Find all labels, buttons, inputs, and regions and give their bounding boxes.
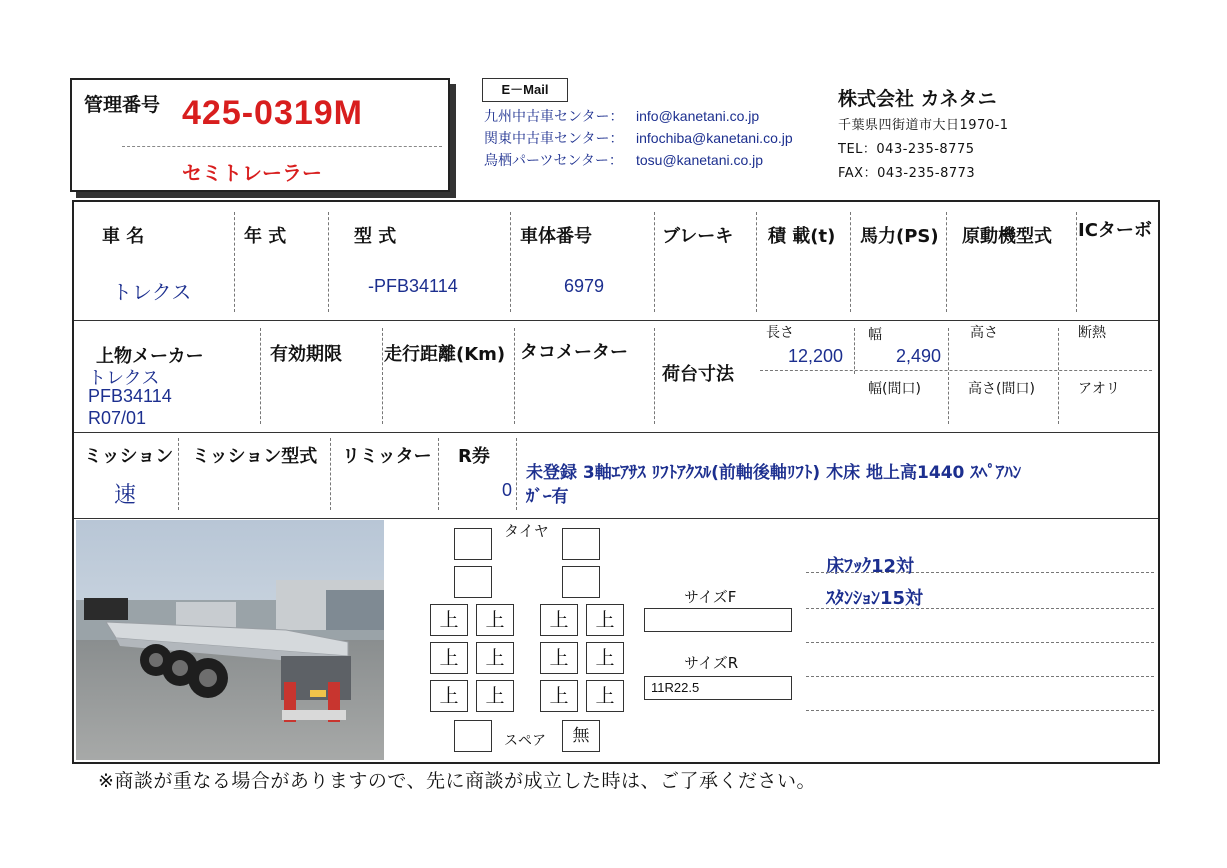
- divider: [122, 146, 442, 147]
- col-divider: [1058, 328, 1059, 424]
- note-rule: [806, 710, 1154, 711]
- dim-divider: [760, 370, 1152, 371]
- header-r-ken: R券: [458, 446, 490, 467]
- email-tag: E－Mail: [482, 78, 568, 102]
- remarks-line2: ｶﾞｰ有: [526, 487, 569, 507]
- management-number: 425-0319M: [182, 94, 364, 132]
- row-divider: [74, 518, 1158, 519]
- tire-box: [454, 566, 492, 598]
- tire-box: 上: [586, 604, 624, 636]
- col-divider: [178, 438, 179, 510]
- car-name-value: トレクス: [112, 280, 192, 304]
- spare-value: 無: [562, 720, 600, 752]
- header-body-maker: 上物メーカー: [96, 346, 204, 367]
- email-address[interactable]: infochiba@kanetani.co.jp: [636, 130, 793, 146]
- spare-tire-box: [454, 720, 492, 752]
- tire-box: 上: [430, 604, 468, 636]
- header-limiter: リミッター: [342, 446, 432, 467]
- email-row-kyushu: [484, 106, 759, 126]
- email-address[interactable]: tosu@kanetani.co.jp: [636, 152, 764, 168]
- body-maker-line1: トレクス: [88, 368, 160, 389]
- email-row-kanto: [484, 128, 793, 148]
- col-divider: [516, 438, 517, 510]
- header-model: 型 式: [354, 226, 397, 247]
- vehicle-type: セミトレーラー: [182, 161, 322, 185]
- footer-note: ※商談が重なる場合がありますので、先に商談が成立した時は、ご了承ください。: [98, 770, 817, 792]
- label-width-inner: 幅(間口): [868, 381, 921, 397]
- col-divider: [260, 328, 261, 424]
- length-value: 12,200: [788, 346, 844, 366]
- r-ken-value: 0: [502, 480, 513, 500]
- note-rule: [806, 676, 1154, 677]
- email-address[interactable]: info@kanetani.co.jp: [636, 108, 760, 124]
- management-number-label: 管理番号: [84, 94, 161, 116]
- email-label: 鳥栖パーツセンター：: [484, 153, 623, 169]
- tire-box: 上: [586, 680, 624, 712]
- company-tel: TEL：043-235-8775: [838, 142, 975, 157]
- email-row-tosu: [484, 150, 763, 170]
- size-f-field: [644, 608, 792, 632]
- management-box: [70, 78, 450, 192]
- header-year: 年 式: [244, 226, 287, 247]
- company-name: 株式会社 カネタニ: [838, 88, 997, 110]
- col-divider: [330, 438, 331, 510]
- email-label: 関東中古車センター：: [484, 131, 624, 147]
- tire-box: 上: [430, 642, 468, 674]
- tire-box: 上: [476, 680, 514, 712]
- col-divider: [654, 212, 655, 312]
- note-rule: [806, 642, 1154, 643]
- label-length: 長さ: [766, 325, 794, 341]
- header-valid-until: 有効期限: [270, 344, 342, 365]
- header-engine-model: 原動機型式: [962, 226, 1052, 247]
- tire-box: 上: [476, 604, 514, 636]
- spare-label: スペア: [504, 733, 546, 749]
- col-divider: [654, 328, 655, 424]
- vehicle-photo: [76, 520, 384, 760]
- header-load: 積 載(t): [768, 226, 836, 247]
- company-address: 千葉県四街道市大日1970-1: [838, 118, 1009, 133]
- label-width: 幅: [868, 327, 882, 343]
- header-tachometer: タコメーター: [520, 342, 628, 363]
- size-r-field: 11R22.5: [644, 676, 792, 700]
- size-f-label: サイズF: [684, 588, 737, 606]
- col-divider: [438, 438, 439, 510]
- header-mission-model: ミッション型式: [192, 446, 318, 467]
- tire-box: [562, 566, 600, 598]
- tire-box: 上: [586, 642, 624, 674]
- label-height-inner: 高さ(間口): [968, 381, 1035, 397]
- col-divider: [854, 328, 855, 374]
- col-divider: [946, 212, 947, 312]
- spec-table: [72, 200, 1160, 764]
- col-divider: [328, 212, 329, 312]
- model-value: -PFB34114: [368, 276, 458, 296]
- tire-box: [562, 528, 600, 560]
- col-divider: [514, 328, 515, 424]
- label-insulation: 断熱: [1078, 325, 1106, 341]
- width-value: 2,490: [896, 346, 942, 366]
- label-gate: アオリ: [1078, 381, 1120, 397]
- col-divider: [1076, 212, 1077, 312]
- email-label: 九州中古車センター：: [484, 109, 624, 125]
- tire-box: 上: [476, 642, 514, 674]
- header-chassis-no: 車体番号: [520, 226, 592, 247]
- chassis-no-value: 6979: [564, 276, 605, 296]
- col-divider: [850, 212, 851, 312]
- mission-value: 速: [114, 483, 137, 508]
- tire-box: 上: [430, 680, 468, 712]
- note-rule: [806, 608, 1154, 609]
- tire-box: [454, 528, 492, 560]
- size-r-label: サイズR: [684, 654, 739, 672]
- company-fax: FAX：043-235-8773: [838, 166, 976, 181]
- col-divider: [948, 328, 949, 424]
- col-divider: [756, 212, 757, 312]
- body-maker-line2: PFB34114: [88, 386, 172, 406]
- col-divider: [510, 212, 511, 312]
- note-line1: 床ﾌｯｸ12対: [826, 556, 915, 577]
- header-bed-size: 荷台寸法: [662, 364, 734, 385]
- tire-box: 上: [540, 604, 578, 636]
- note-line2: ｽﾀﾝｼｮﾝ15対: [826, 588, 924, 609]
- remarks-line1: 未登録 3軸ｴｱｻｽ ﾘﾌﾄｱｸｽﾙ(前軸後軸ﾘﾌﾄ) 木床 地上高1440 ｽﾍﾟｱﾊﾝ: [526, 463, 1022, 483]
- tire-label: タイヤ: [504, 522, 549, 540]
- col-divider: [234, 212, 235, 312]
- header-ic-turbo: ICターボ: [1078, 220, 1152, 241]
- header-horsepower: 馬力(PS): [860, 226, 939, 247]
- tire-box: 上: [540, 680, 578, 712]
- header-mission: ミッション: [84, 446, 174, 467]
- tire-box: 上: [540, 642, 578, 674]
- header-brake: ブレーキ: [662, 226, 734, 247]
- row-divider: [74, 320, 1158, 321]
- note-rule: [806, 572, 1154, 573]
- header-car-name: 車 名: [102, 226, 145, 247]
- header-mileage: 走行距離(Km): [384, 344, 506, 365]
- label-height: 高さ: [970, 325, 998, 341]
- body-maker-line3: R07/01: [88, 408, 147, 428]
- col-divider: [382, 328, 383, 424]
- row-divider: [74, 432, 1158, 433]
